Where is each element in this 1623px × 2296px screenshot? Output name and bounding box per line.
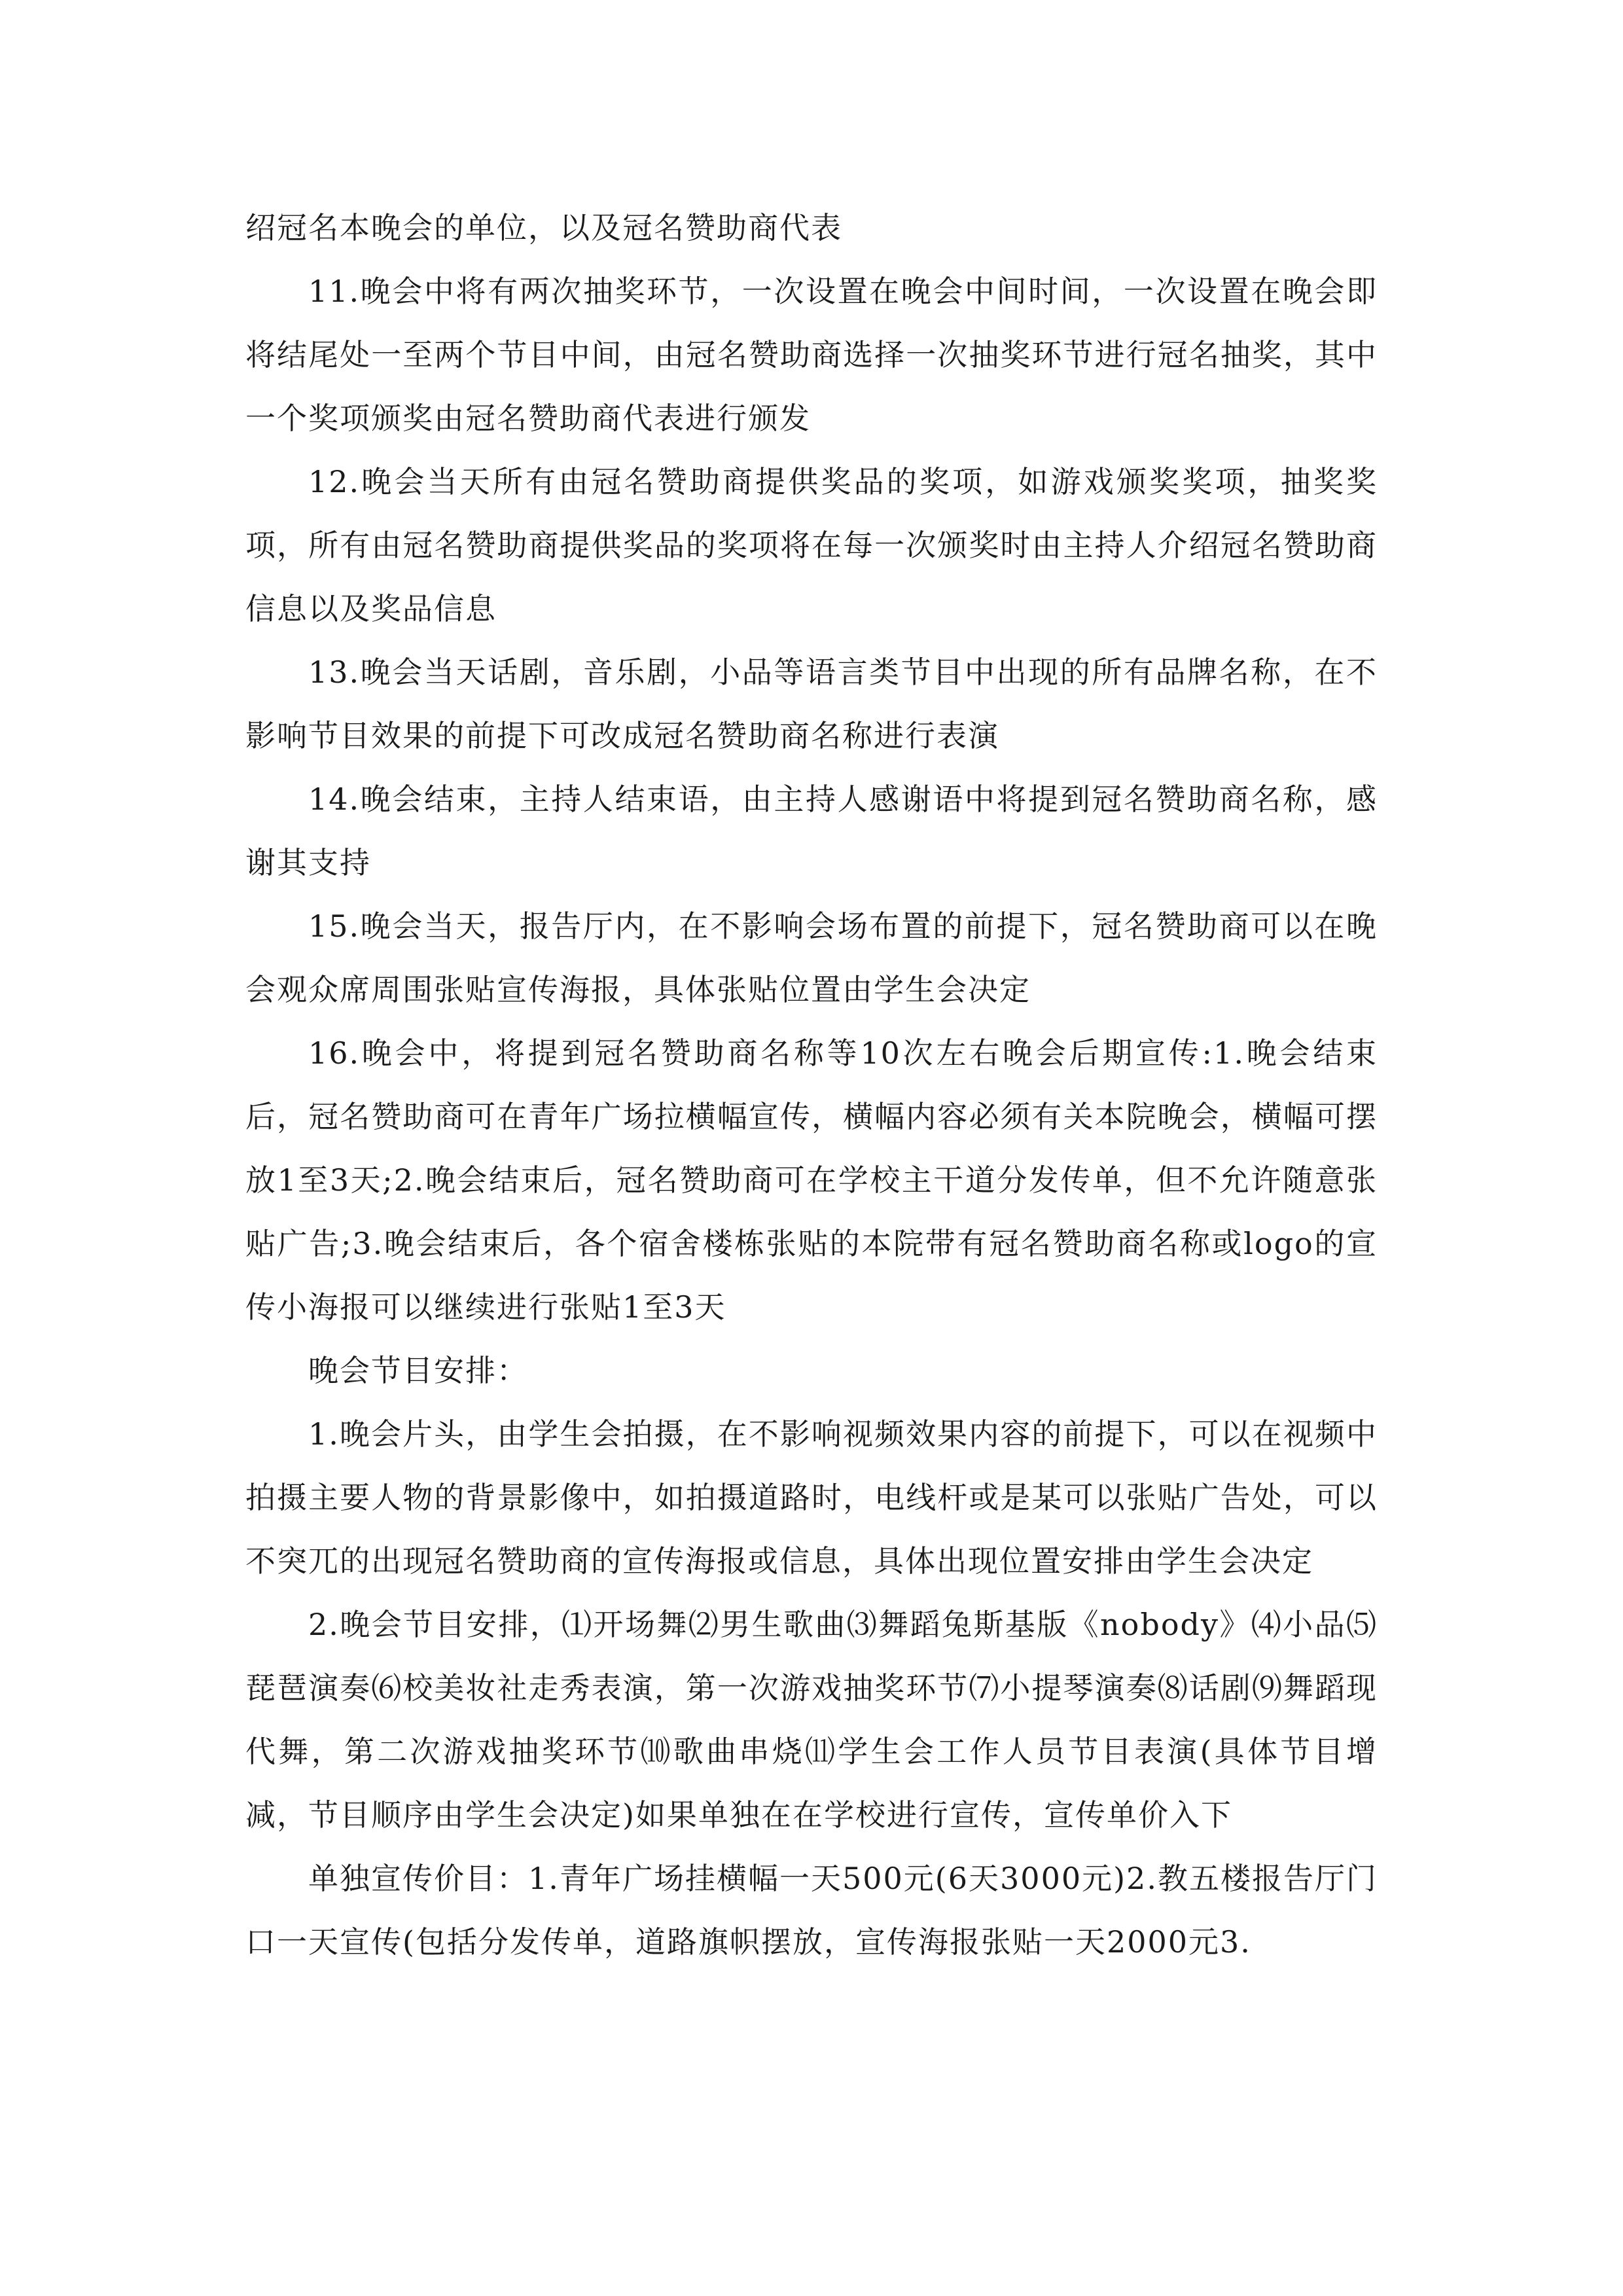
paragraph-continuation: 绍冠名本晚会的单位，以及冠名赞助商代表	[245, 210, 842, 245]
paragraph-program-2: 2.晚会节目安排，⑴开场舞⑵男生歌曲⑶舞蹈兔斯基版《nobody》⑷小品⑸琵琶演奏⑹校美妆社走秀表演，第一次游戏抽奖环节⑺小提琴演奏⑻话剧⑼舞蹈现代舞，第二次游戏抽奖环节⑽歌曲串烧⑾学生会工作人员节目表演(具体节目增减，节目顺序由学生会决定)如果单独在在学校进行宣传，宣传单价入下	[245, 1607, 1378, 1833]
paragraph-pricing: 单独宣传价目：1.青年广场挂横幅一天500元(6天3000元)2.教五楼报告厅门口一天宣传(包括分发传单，道路旗帜摆放，宣传海报张贴一天2000元3.	[245, 1861, 1378, 1960]
paragraph-program-1: 1.晚会片头，由学生会拍摄，在不影响视频效果内容的前提下，可以在视频中拍摄主要人物的背景影像中，如拍摄道路时，电线杆或是某可以张贴广告处，可以不突兀的出现冠名赞助商的宣传海报或信息，具体出现位置安排由学生会决定	[245, 1416, 1378, 1579]
paragraph-item-15: 15.晚会当天，报告厅内，在不影响会场布置的前提下，冠名赞助商可以在晚会观众席周围张贴宣传海报，具体张贴位置由学生会决定	[245, 908, 1378, 1007]
paragraph-item-14: 14.晚会结束，主持人结束语，由主持人感谢语中将提到冠名赞助商名称，感谢其支持	[245, 781, 1378, 880]
paragraph-item-12: 12.晚会当天所有由冠名赞助商提供奖品的奖项，如游戏颁奖奖项，抽奖奖项，所有由冠名赞助商提供奖品的奖项将在每一次颁奖时由主持人介绍冠名赞助商信息以及奖品信息	[245, 464, 1378, 626]
paragraph-item-13: 13.晚会当天话剧，音乐剧，小品等语言类节目中出现的所有品牌名称，在不影响节目效果的前提下可改成冠名赞助商名称进行表演	[245, 655, 1378, 753]
section-heading-program-arrangement: 晚会节目安排：	[308, 1353, 528, 1388]
document-body	[245, 196, 1378, 1974]
paragraph-item-11: 11.晚会中将有两次抽奖环节，一次设置在晚会中间时间，一次设置在晚会即将结尾处一至两个节目中间，由冠名赞助商选择一次抽奖环节进行冠名抽奖，其中一个奖项颁奖由冠名赞助商代表进行颁发	[245, 274, 1378, 436]
paragraph-item-16: 16.晚会中，将提到冠名赞助商名称等10次左右晚会后期宣传:1.晚会结束后，冠名赞助商可在青年广场拉横幅宣传，横幅内容必须有关本院晚会，横幅可摆放1至3天;2.晚会结束后，冠名赞助商可在学校主干道分发传单，但不允许随意张贴广告;3.晚会结束后，各个宿舍楼栋张贴的本院带有冠名赞助商名称或logo的宣传小海报可以继续进行张贴1至3天	[245, 1035, 1378, 1325]
